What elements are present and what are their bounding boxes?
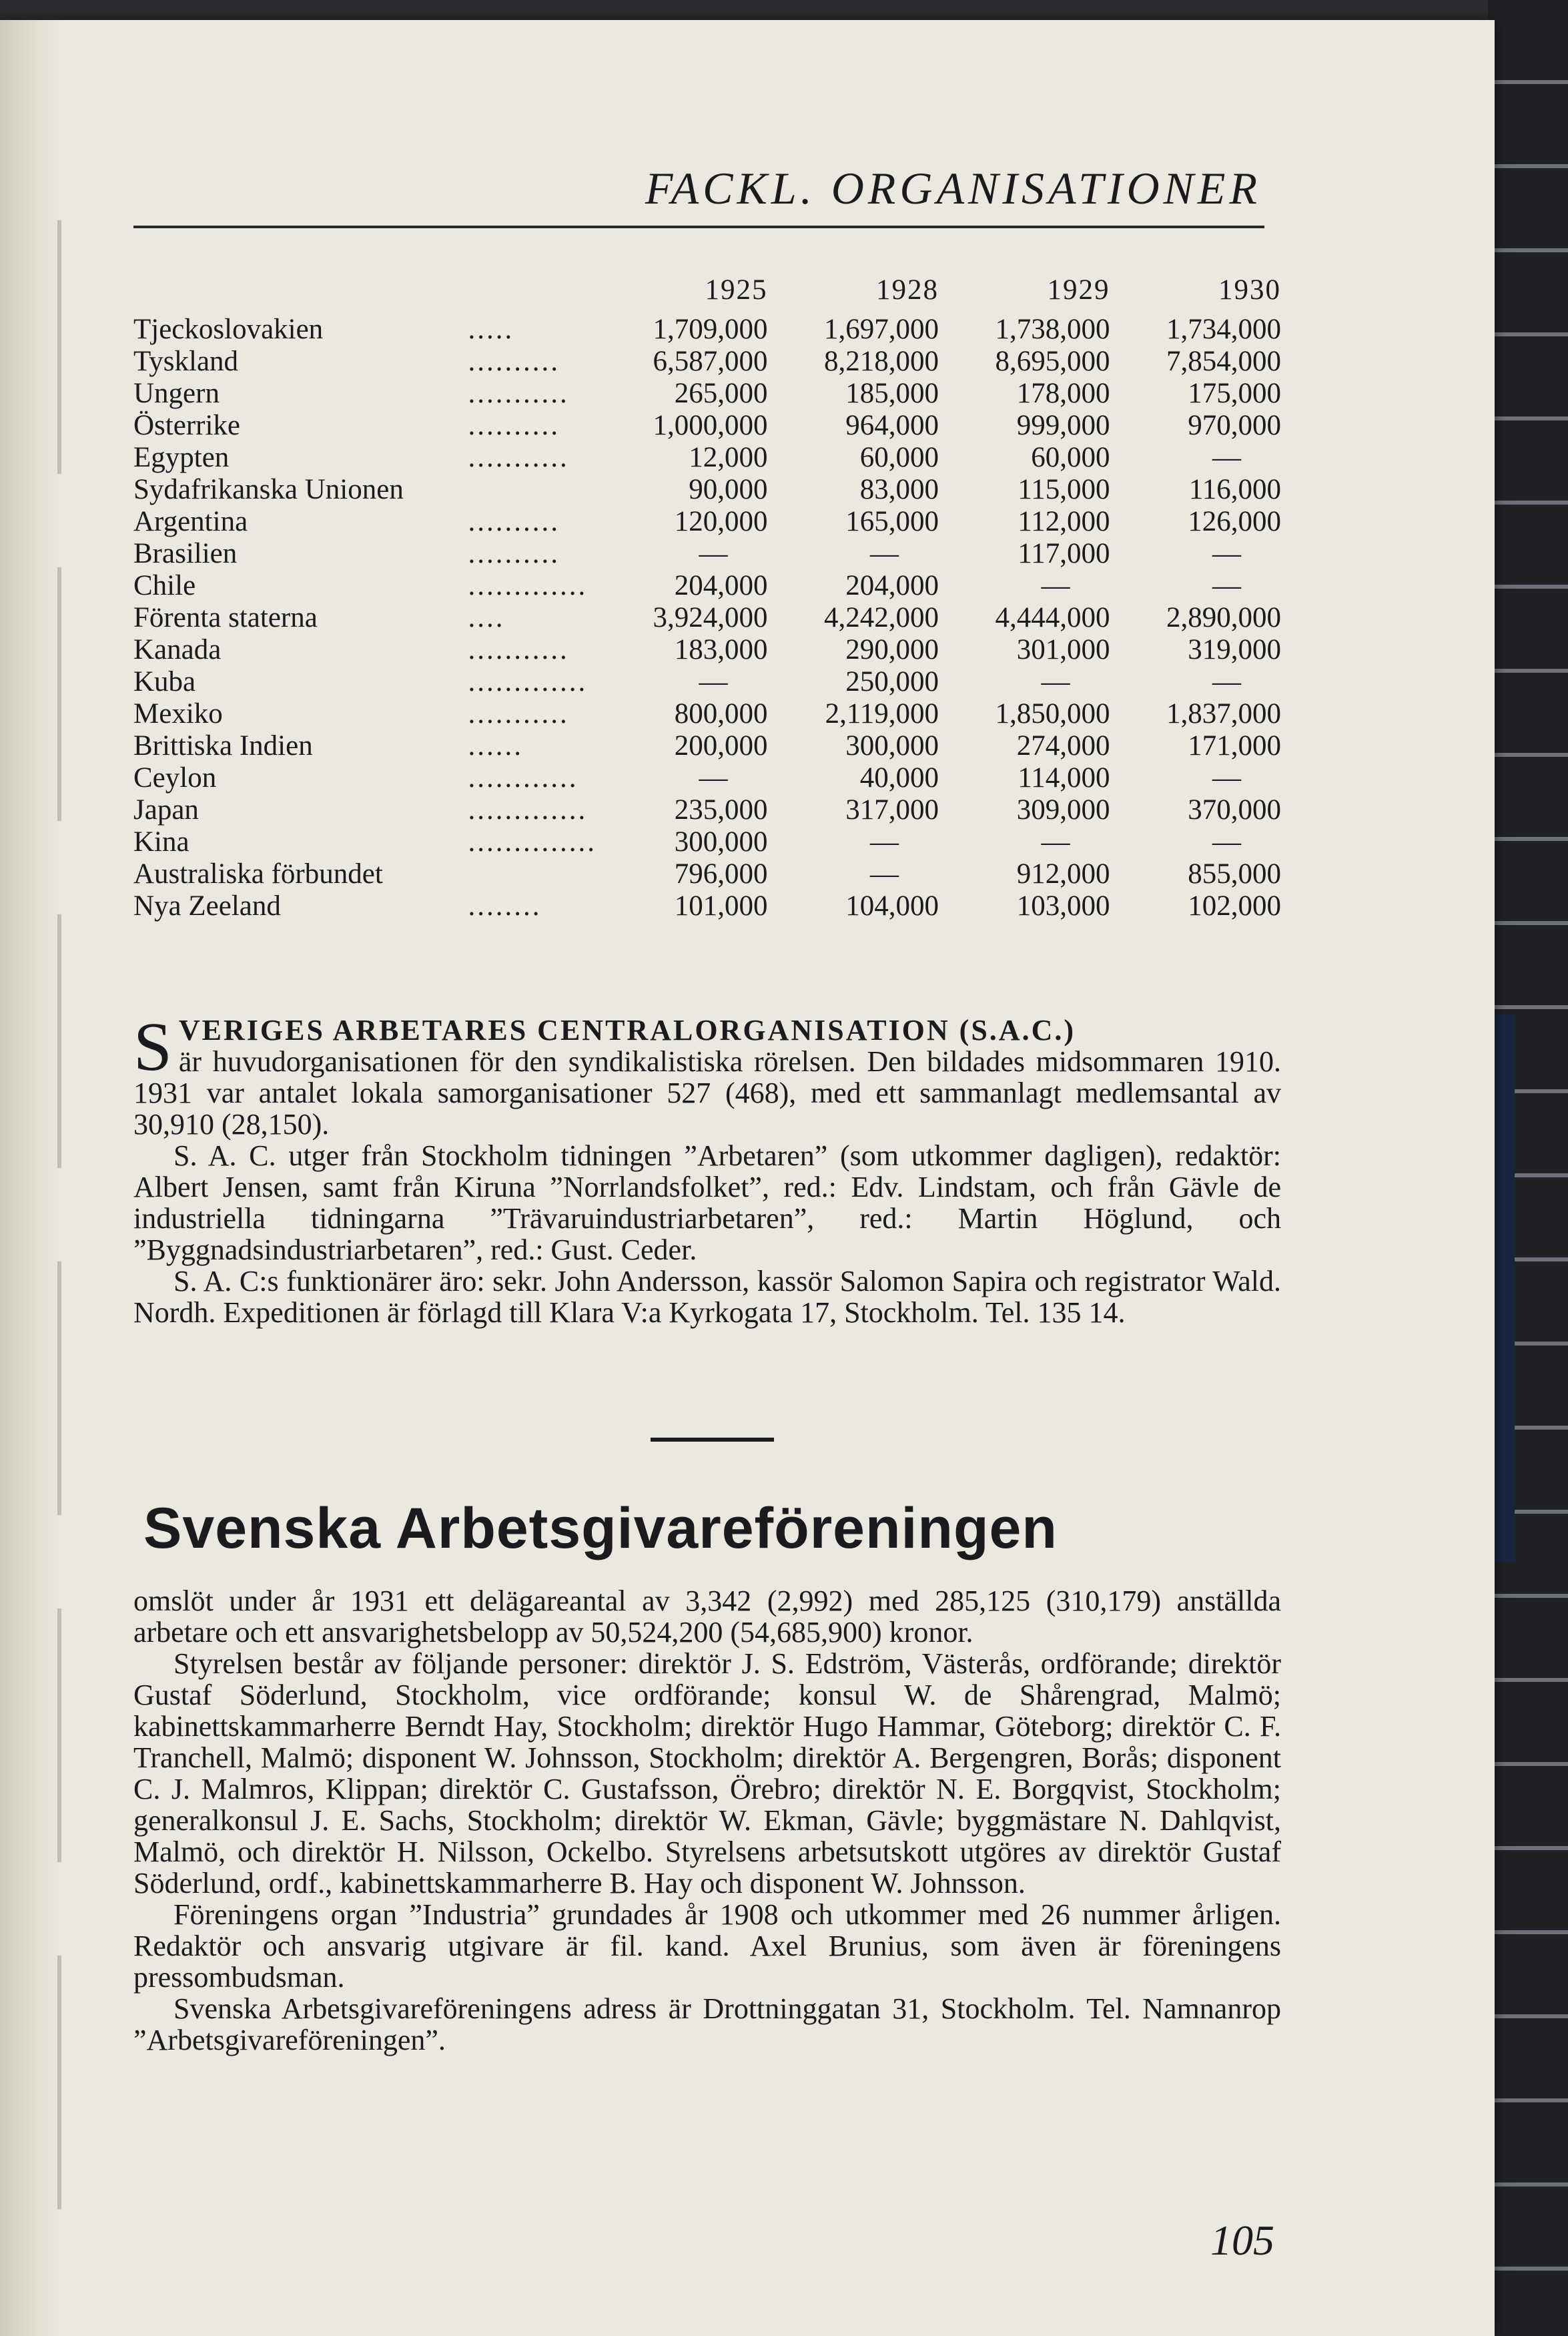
table-cell: 120,000 [674, 506, 768, 537]
sac-section [133, 1008, 1281, 1329]
sac-paragraph-1: är huvudorganisationen för den syndikalistiska rörelsen. Den bildades midsommaren 1910. 1931 var antalet lokala samorganisationer 527 (468), med ett sammanlagt medlemsantal av 30,910 (28,150). [133, 1045, 1281, 1141]
table-cell: 7,854,000 [1166, 346, 1281, 377]
leader-dots: ............ [468, 762, 578, 794]
table-cell: 90,000 [689, 474, 768, 505]
leader-dots: ........... [468, 378, 569, 409]
table-cell: 265,000 [674, 378, 768, 409]
table-cell: — [699, 666, 728, 697]
table-cell: 2,119,000 [825, 698, 939, 729]
table-row [133, 698, 1281, 730]
leader-dots: .......... [468, 346, 560, 377]
table-cell: — [1041, 666, 1070, 697]
year-header: 1929 [1047, 274, 1110, 306]
table-cell: 12,000 [689, 442, 768, 473]
table-cell: 912,000 [1016, 858, 1110, 890]
table-row [133, 762, 1281, 794]
country-name: Ungern [133, 378, 220, 409]
country-name: Sydafrikanska Unionen [133, 474, 404, 505]
leader-dots: ...... [468, 730, 524, 762]
country-name: Kanada [133, 634, 222, 665]
country-name: Tyskland [133, 346, 239, 377]
table-cell: 6,587,000 [653, 346, 768, 377]
country-name: Nya Zeeland [133, 890, 281, 922]
table-row [133, 538, 1281, 570]
table-cell: 178,000 [1016, 378, 1110, 409]
leader-dots: .............. [468, 826, 597, 858]
drop-cap: S [133, 1008, 172, 1085]
table-cell: 204,000 [674, 570, 768, 601]
country-name: Ceylon [133, 762, 217, 794]
table-row [133, 794, 1281, 826]
country-name: Kuba [133, 666, 196, 697]
table-cell: 116,000 [1188, 474, 1281, 505]
country-name: Chile [133, 570, 196, 601]
table-cell: 1,734,000 [1166, 314, 1281, 345]
table-cell: 1,709,000 [653, 314, 768, 345]
header-rule [133, 226, 1264, 228]
year-header: 1925 [705, 274, 768, 306]
table-row [133, 826, 1281, 858]
table-cell: — [1041, 570, 1070, 601]
table-cell: — [1212, 666, 1241, 697]
table-cell: 290,000 [845, 634, 939, 665]
country-name: Förenta staterna [133, 602, 318, 633]
sac-paragraph-2: S. A. C. utger från Stockholm tidningen ”Arbetaren” (som utkommer dagligen), redaktör: Albert Jensen, samt från Kiruna ”Norrlandsfolket”, red.: Edv. Lindstam, och från Gävle de industriella tidningarna ”Trävaruindustriarbetaren”, red.: Martin Höglund, och ”Byggnadsindustriarbetaren”, red.: Gust. Ceder. [133, 1139, 1281, 1266]
table-cell: 317,000 [845, 794, 939, 826]
table-cell: 855,000 [1188, 858, 1281, 890]
table-cell: 3,924,000 [653, 602, 768, 633]
table-cell: 4,242,000 [824, 602, 939, 633]
table-row [133, 410, 1281, 442]
table-cell: — [870, 538, 899, 569]
table-cell: — [699, 538, 728, 569]
saf-paragraph-3: Föreningens organ ”Industria” grundades år 1908 och utkommer med 26 nummer årligen. Redaktör och ansvarig utgivare är fil. kand. Axel Brunius, som även är föreningens pressombudsman. [133, 1898, 1281, 1994]
table-cell: 204,000 [845, 570, 939, 601]
country-name: Australiska förbundet [133, 858, 383, 890]
table-cell: — [1212, 442, 1241, 473]
sac-paragraph-3: S. A. C:s funktionärer äro: sekr. John Andersson, kassör Salomon Sapira och registrator Wald. Nordh. Expeditionen är förlagd till Klara V:a Kyrkogata 17, Stockholm. Tel. 135 14. [133, 1265, 1281, 1329]
table-cell: 1,837,000 [1166, 698, 1281, 729]
book-page [0, 20, 1495, 2336]
leader-dots: .......... [468, 506, 560, 537]
table-cell: 112,000 [1018, 506, 1110, 537]
table-cell: 274,000 [1016, 730, 1110, 762]
table-cell: 370,000 [1188, 794, 1281, 826]
leader-dots: ............. [468, 794, 588, 826]
saf-title: Svenska Arbetsgivareföreningen [143, 1496, 1058, 1560]
table-row [133, 378, 1281, 410]
page-number: 105 [1210, 2217, 1274, 2264]
country-name: Tjeckoslovakien [133, 314, 324, 345]
table-cell: 309,000 [1016, 794, 1110, 826]
table-cell: 1,738,000 [995, 314, 1110, 345]
leader-dots: ........ [468, 890, 542, 922]
table-cell: 60,000 [859, 442, 939, 473]
table-cell: 103,000 [1016, 890, 1110, 922]
table-row [133, 506, 1281, 538]
running-head: FACKL. ORGANISATIONER [645, 163, 1261, 214]
table-cell: — [1212, 538, 1241, 569]
table-cell: 301,000 [1016, 634, 1110, 665]
saf-section [133, 1585, 1281, 2056]
table-cell: 319,000 [1188, 634, 1281, 665]
table-row [133, 570, 1281, 602]
table-header-row [133, 267, 1281, 314]
table-cell: 101,000 [674, 890, 768, 922]
country-name: Egypten [133, 442, 230, 473]
table-row [133, 346, 1281, 378]
table-cell: 200,000 [674, 730, 768, 762]
table-cell: 183,000 [674, 634, 768, 665]
table-cell: 171,000 [1188, 730, 1281, 762]
saf-paragraph-1: omslöt under år 1931 ett delägareantal av 3,342 (2,992) med 285,125 (310,179) anställda arbetare och ett ansvarighetsbelopp av 50,524,200 (54,685,900) kronor. [133, 1584, 1281, 1649]
table-cell: 800,000 [674, 698, 768, 729]
leader-dots: .......... [468, 538, 560, 569]
table-row [133, 666, 1281, 698]
country-name: Mexiko [133, 698, 223, 729]
page-gutter [0, 20, 63, 2336]
table-cell: 8,695,000 [995, 346, 1110, 377]
table-row [133, 730, 1281, 762]
table-cell: 2,890,000 [1166, 602, 1281, 633]
table-cell: — [1212, 826, 1241, 858]
table-cell: 175,000 [1188, 378, 1281, 409]
leader-dots: .... [468, 602, 505, 633]
table-cell: 300,000 [674, 826, 768, 858]
table-cell: 4,444,000 [995, 602, 1110, 633]
leader-dots: .......... [468, 410, 560, 441]
leader-dots: ........... [468, 634, 569, 665]
table-cell: 970,000 [1188, 410, 1281, 441]
leader-dots [468, 858, 597, 890]
table-cell: 8,218,000 [824, 346, 939, 377]
country-name: Brasilien [133, 538, 238, 569]
leader-dots: ........... [468, 442, 569, 473]
table-row [133, 858, 1281, 890]
leader-dots: ............. [468, 570, 588, 601]
table-row [133, 474, 1281, 506]
table-cell: — [1212, 762, 1241, 794]
country-name: Japan [133, 794, 199, 826]
table-row [133, 602, 1281, 634]
table-cell: — [699, 762, 728, 794]
table-cell: 60,000 [1031, 442, 1110, 473]
saf-paragraph-4: Svenska Arbetsgivareföreningens adress är Drottninggatan 31, Stockholm. Tel. Namnanrop ”Arbetsgivareföreningen”. [133, 1992, 1281, 2056]
table-cell: 126,000 [1188, 506, 1281, 537]
table-cell: 165,000 [845, 506, 939, 537]
country-name: Argentina [133, 506, 248, 537]
table-cell: — [1212, 570, 1241, 601]
table-row [133, 634, 1281, 666]
table-cell: 115,000 [1018, 474, 1110, 505]
table-cell: 117,000 [1018, 538, 1110, 569]
table-cell: 999,000 [1016, 410, 1110, 441]
table-cell: 83,000 [859, 474, 939, 505]
table-cell: — [870, 826, 899, 858]
table-cell: — [870, 858, 899, 890]
leader-dots: ........... [468, 698, 569, 729]
table-cell: 1,000,000 [653, 410, 768, 441]
table-row [133, 314, 1281, 346]
table-cell: 40,000 [859, 762, 939, 794]
table-cell: 964,000 [845, 410, 939, 441]
table-row [133, 442, 1281, 474]
membership-table [133, 267, 1281, 922]
table-body [133, 314, 1281, 922]
country-name: Brittiska Indien [133, 730, 313, 762]
table-cell: 235,000 [674, 794, 768, 826]
leader-dots [468, 474, 597, 506]
table-row [133, 890, 1281, 922]
leader-dots: ............. [468, 666, 588, 697]
table-cell: 1,697,000 [824, 314, 939, 345]
saf-paragraph-2: Styrelsen består av följande personer: direktör J. S. Edström, Västerås, ordförande; direktör Gustaf Söderlund, Stockholm, vice ordförande; konsul W. de Shårengrad, Malmö; kabinettskammarherre Berndt Hay, Stockholm; direktör Hugo Hammar, Göteborg; direktör C. F. Tranchell, Malmö; disponent W. Johnsson, Stockholm; direktör A. Bergengren, Borås; disponent C. J. Malmros, Klippan; direktör C. Gustafsson, Örebro; direktör N. E. Borgqvist, Stockholm; generalkonsul J. E. Sachs, Stockholm; direktör W. Ekman, Gävle; byggmästare N. Dahlqvist, Malmö, och direktör H. Nilsson, Ockelbo. Styrelsens arbetsutskott utgöres av direktör Gustaf Söderlund, ordf., kabinettskammarherre B. Hay och disponent W. Johnsson. [133, 1647, 1281, 1900]
sac-heading: VERIGES ARBETARES CENTRALORGANISATION (S.A.C.) [178, 1014, 1076, 1047]
table-cell: 185,000 [845, 378, 939, 409]
country-name: Österrike [133, 410, 240, 441]
country-name: Kina [133, 826, 189, 858]
section-divider [651, 1438, 774, 1442]
leader-dots: ..... [468, 314, 514, 345]
table-cell: 104,000 [845, 890, 939, 922]
table-cell: 796,000 [674, 858, 768, 890]
table-cell: — [1041, 826, 1070, 858]
table-cell: 102,000 [1188, 890, 1281, 922]
table-cell: 1,850,000 [995, 698, 1110, 729]
table-cell: 114,000 [1018, 762, 1110, 794]
year-header: 1930 [1218, 274, 1281, 306]
table-cell: 300,000 [845, 730, 939, 762]
binding-marks [57, 220, 61, 2223]
table-cell: 250,000 [845, 666, 939, 697]
year-header: 1928 [876, 274, 939, 306]
